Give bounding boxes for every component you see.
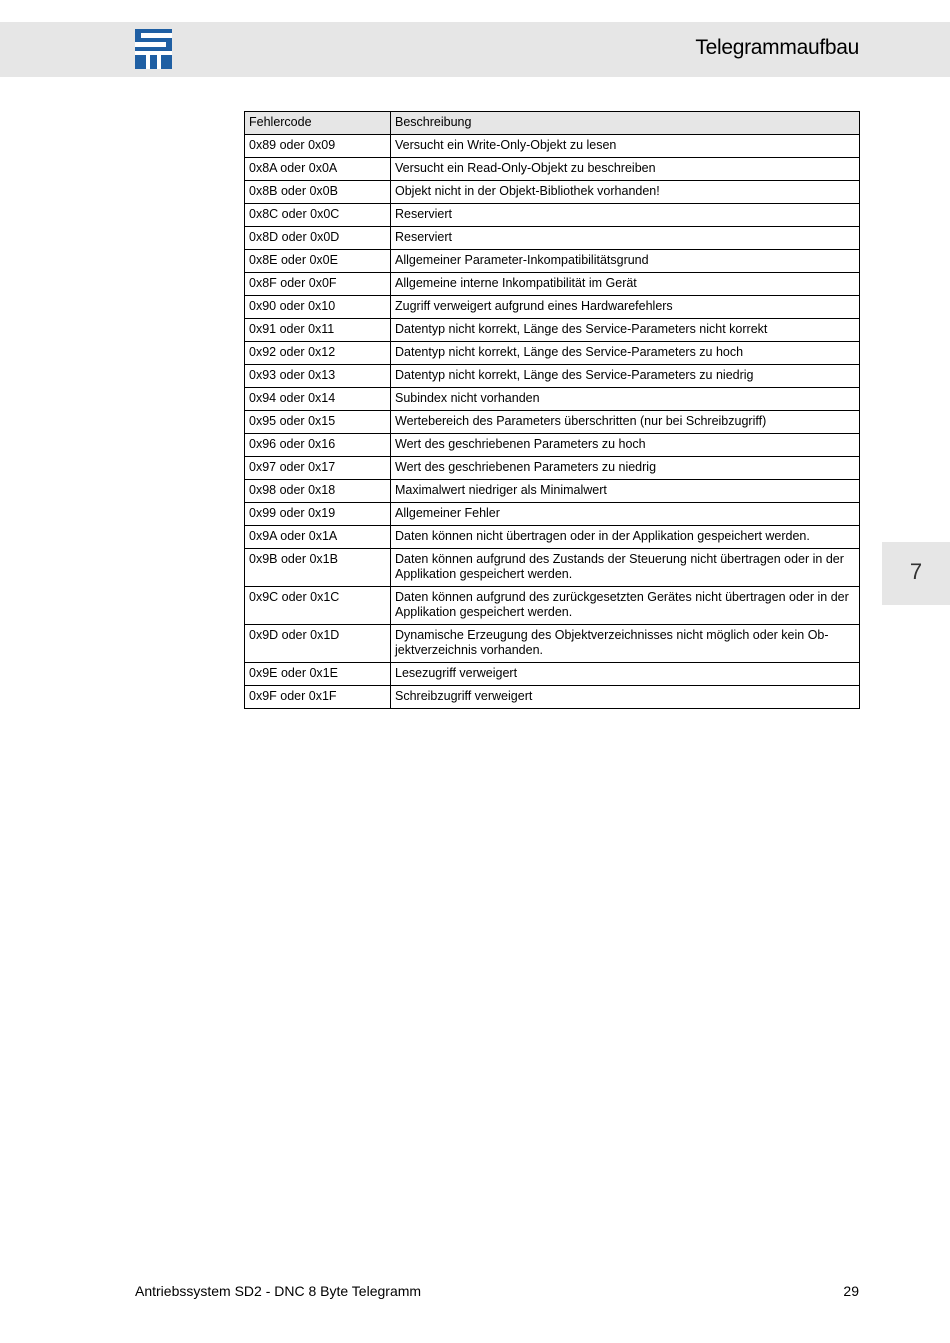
table-row (245, 296, 860, 319)
table-body (245, 135, 860, 709)
error-code-cell: 0x9E oder 0x1E (245, 663, 391, 686)
description-cell: Reserviert (391, 227, 860, 250)
error-code-cell: 0x8A oder 0x0A (245, 158, 391, 181)
table-row (245, 503, 860, 526)
description-cell: Schreibzugriff verweigert (391, 686, 860, 709)
description-cell: Dynamische Erzeugung des Objektverzeichnisses nicht möglich oder kein Ob-jektverzeichnis vorhanden. (391, 625, 860, 663)
description-cell: Datentyp nicht korrekt, Länge des Service-Parameters zu hoch (391, 342, 860, 365)
table-row (245, 587, 860, 625)
description-cell: Daten können nicht übertragen oder in der Applikation gespeichert werden. (391, 526, 860, 549)
table-row (245, 158, 860, 181)
error-code-cell: 0x96 oder 0x16 (245, 434, 391, 457)
error-code-table (244, 111, 860, 709)
description-cell: Objekt nicht in der Objekt-Bibliothek vorhanden! (391, 181, 860, 204)
description-cell: Versucht ein Write-Only-Objekt zu lesen (391, 135, 860, 158)
error-code-cell: 0x98 oder 0x18 (245, 480, 391, 503)
table-row (245, 319, 860, 342)
table-row (245, 480, 860, 503)
table-row (245, 411, 860, 434)
table-row (245, 686, 860, 709)
error-code-cell: 0x9A oder 0x1A (245, 526, 391, 549)
error-code-cell: 0x91 oder 0x11 (245, 319, 391, 342)
error-code-cell: 0x8B oder 0x0B (245, 181, 391, 204)
table-row (245, 526, 860, 549)
description-cell: Allgemeiner Fehler (391, 503, 860, 526)
error-code-cell: 0x9F oder 0x1F (245, 686, 391, 709)
description-cell: Daten können aufgrund des Zustands der Steuerung nicht übertragen oder in der Applikation gespeichert werden. (391, 549, 860, 587)
error-code-cell: 0x8D oder 0x0D (245, 227, 391, 250)
error-code-cell: 0x8F oder 0x0F (245, 273, 391, 296)
error-code-cell: 0x97 oder 0x17 (245, 457, 391, 480)
description-cell: Allgemeiner Parameter-Inkompatibilitätsgrund (391, 250, 860, 273)
error-code-cell: 0x8C oder 0x0C (245, 204, 391, 227)
description-cell: Versucht ein Read-Only-Objekt zu beschreiben (391, 158, 860, 181)
description-cell: Lesezugriff verweigert (391, 663, 860, 686)
description-cell: Reserviert (391, 204, 860, 227)
table-row (245, 625, 860, 663)
table-row (245, 549, 860, 587)
error-code-cell: 0x92 oder 0x12 (245, 342, 391, 365)
description-cell: Maximalwert niedriger als Minimalwert (391, 480, 860, 503)
description-cell: Wertebereich des Parameters überschritten (nur bei Schreibzugriff) (391, 411, 860, 434)
error-code-cell: 0x8E oder 0x0E (245, 250, 391, 273)
column-header-description: Beschreibung (391, 112, 860, 135)
table-row (245, 273, 860, 296)
description-cell: Allgemeine interne Inkompatibilität im Gerät (391, 273, 860, 296)
table-row (245, 388, 860, 411)
error-code-cell: 0x94 oder 0x14 (245, 388, 391, 411)
table-row (245, 181, 860, 204)
description-cell: Wert des geschriebenen Parameters zu niedrig (391, 457, 860, 480)
error-code-cell: 0x9D oder 0x1D (245, 625, 391, 663)
error-code-cell: 0x93 oder 0x13 (245, 365, 391, 388)
table-row (245, 250, 860, 273)
error-code-cell: 0x95 oder 0x15 (245, 411, 391, 434)
description-cell: Daten können aufgrund des zurückgesetzten Gerätes nicht übertragen oder in der Applikation gespeichert werden. (391, 587, 860, 625)
table-row (245, 227, 860, 250)
error-code-cell: 0x9B oder 0x1B (245, 549, 391, 587)
table-row (245, 342, 860, 365)
table-row (245, 457, 860, 480)
table-row (245, 204, 860, 227)
table-row (245, 365, 860, 388)
description-cell: Zugriff verweigert aufgrund eines Hardwarefehlers (391, 296, 860, 319)
footer-document-title: Antriebssystem SD2 - DNC 8 Byte Telegramm (135, 1283, 422, 1299)
chapter-tab: 7 (882, 542, 950, 605)
error-code-cell: 0x89 oder 0x09 (245, 135, 391, 158)
error-code-cell: 0x90 oder 0x10 (245, 296, 391, 319)
table-row (245, 663, 860, 686)
table-row (245, 135, 860, 158)
description-cell: Datentyp nicht korrekt, Länge des Service-Parameters nicht korrekt (391, 319, 860, 342)
table-row (245, 434, 860, 457)
description-cell: Subindex nicht vorhanden (391, 388, 860, 411)
column-header-code: Fehlercode (245, 112, 391, 135)
description-cell: Wert des geschriebenen Parameters zu hoch (391, 434, 860, 457)
company-logo (135, 29, 172, 69)
error-code-cell: 0x99 oder 0x19 (245, 503, 391, 526)
table-header-row (245, 112, 860, 135)
page-header-title: Telegrammaufbau (695, 36, 859, 59)
description-cell: Datentyp nicht korrekt, Länge des Service-Parameters zu niedrig (391, 365, 860, 388)
footer-page-number: 29 (843, 1283, 859, 1299)
error-code-cell: 0x9C oder 0x1C (245, 587, 391, 625)
